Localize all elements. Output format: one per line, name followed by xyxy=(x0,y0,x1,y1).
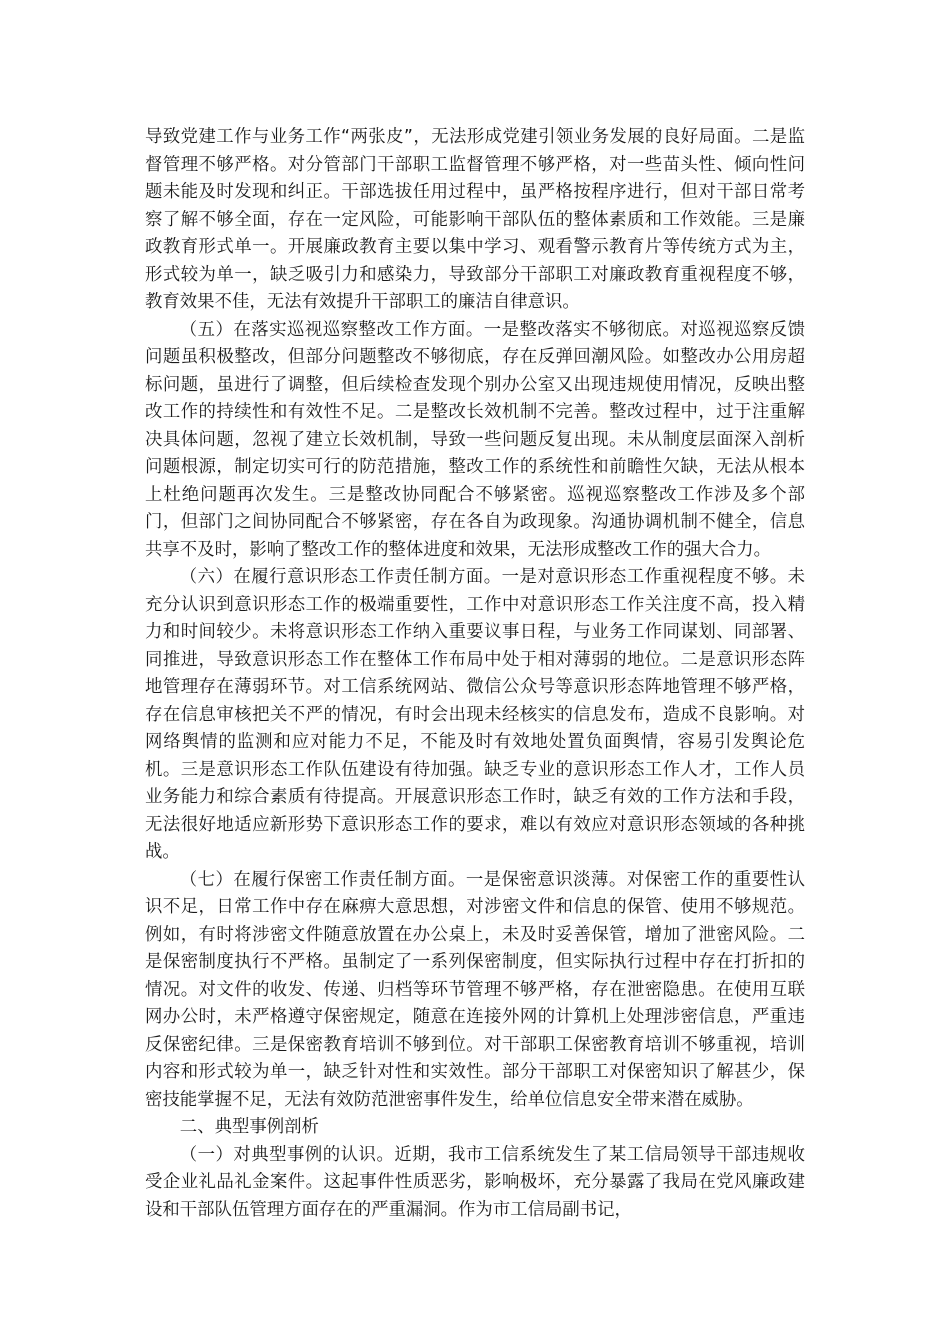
section-heading-typical-case-analysis: 二、典型事例剖析 xyxy=(179,1117,319,1137)
paragraph-section-5-inspection-rectification: （五）在落实巡视巡察整改工作方面。一是整改落实不够彻底。对巡视巡察反馈问题虽积极整改，但部分问题整改不够彻底，存在反弹回潮风险。如整改办公用房超标问题，虽进行了调整，但后续检查发现个别办公室又出现违规使用情况，反映出整改工作的持续性和有效性不足。二是整改长效机制不完善。整改过程中，过于注重解决具体问题，忽视了建立长效机制，导致一些问题反复出现。未从制度层面深入剖析问题根源，制定切实可行的防范措施，整改工作的系统性和前瞻性欠缺，无法从根本上杜绝问题再次发生。三是整改协同配合不够紧密。巡视巡察整改工作涉及多个部门，但部门之间协同配合不够紧密，存在各自为政现象。沟通协调机制不健全，信息共享不及时，影响了整改工作的整体进度和效果，无法形成整改工作的强大合力。 xyxy=(145,319,805,560)
paragraph-section-6-ideology: （六）在履行意识形态工作责任制方面。一是对意识形态工作重视程度不够。未充分认识到意识形态工作的极端重要性，工作中对意识形态工作关注度不高，投入精力和时间较少。未将意识形态工作纳入重要议事日程，与业务工作同谋划、同部署、同推进，导致意识形态工作在整体工作布局中处于相对薄弱的地位。二是意识形态阵地管理存在薄弱环节。对工信系统网站、微信公众号等意识形态阵地管理不够严格，存在信息审核把关不严的情况，有时会出现未经核实的信息发布，造成不良影响。对网络舆情的监测和应对能力不足，不能及时有效地处置负面舆情，容易引发舆论危机。三是意识形态工作队伍建设有待加强。缺乏专业的意识形态工作人才，工作人员业务能力和综合素质有待提高。开展意识形态工作时，缺乏有效的工作方法和手段，无法很好地适应新形势下意识形态工作的要求，难以有效应对意识形态领域的各种挑战。 xyxy=(145,567,805,862)
document-body xyxy=(145,124,805,1224)
paragraph-typical-case-understanding: （一）对典型事例的认识。近期，我市工信系统发生了某工信局领导干部违规收受企业礼品礼金案件。这起事件性质恶劣，影响极坏，充分暴露了我局在党风廉政建设和干部队伍管理方面存在的严重漏洞。作为市工信局副书记， xyxy=(145,1144,805,1220)
paragraph-continuation-supervision: 导致党建工作与业务工作“两张皮”，无法形成党建引领业务发展的良好局面。二是监督管理不够严格。对分管部门干部职工监督管理不够严格，对一些苗头性、倾向性问题未能及时发现和纠正。干部选拔任用过程中，虽严格按程序进行，但对干部日常考察了解不够全面，存在一定风险，可能影响干部队伍的整体素质和工作效能。三是廉政教育形式单一。开展廉政教育主要以集中学习、观看警示教育片等传统方式为主，形式较为单一，缺乏吸引力和感染力，导致部分干部职工对廉政教育重视程度不够，教育效果不佳，无法有效提升干部职工的廉洁自律意识。 xyxy=(145,127,805,312)
paragraph-section-7-confidentiality: （七）在履行保密工作责任制方面。一是保密意识淡薄。对保密工作的重要性认识不足，日常工作中存在麻痹大意思想，对涉密文件和信息的保管、使用不够规范。例如，有时将涉密文件随意放置在办公桌上，未及时妥善保管，增加了泄密风险。二是保密制度执行不严格。虽制定了一系列保密制度，但实际执行过程中存在打折扣的情况。对文件的收发、传递、归档等环节管理不够严格，存在泄密隐患。在使用互联网办公时，未严格遵守保密规定，随意在连接外网的计算机上处理涉密信息，严重违反保密纪律。三是保密教育培训不够到位。对干部职工保密教育培训不够重视，培训内容和形式较为单一，缺乏针对性和实效性。部分干部职工对保密知识了解甚少，保密技能掌握不足，无法有效防范泄密事件发生，给单位信息安全带来潜在威胁。 xyxy=(145,869,805,1110)
